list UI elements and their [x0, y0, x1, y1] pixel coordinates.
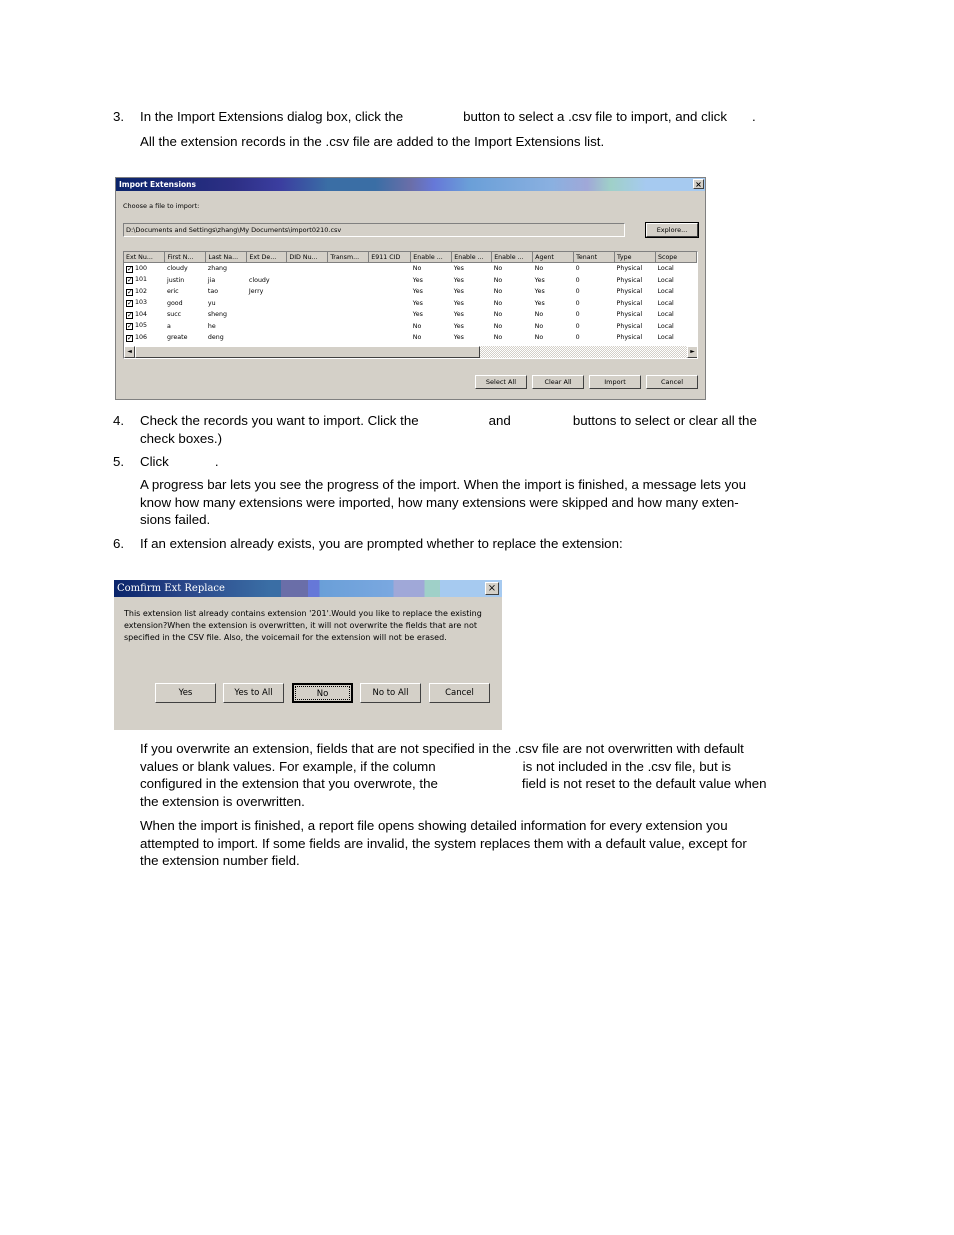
cell-value: Local: [657, 288, 674, 296]
table-cell: [369, 286, 411, 298]
yes-button[interactable]: Yes: [155, 683, 216, 703]
cell-value: 0: [575, 334, 580, 342]
table-cell: [615, 309, 656, 321]
cell-value: Local: [657, 299, 674, 307]
cell-value: 104: [135, 310, 148, 318]
overwrite-line-2: [140, 758, 800, 776]
table-cell: [492, 332, 533, 344]
table-cell: [533, 321, 574, 333]
table-header-row: [124, 252, 697, 263]
extensions-list[interactable]: [123, 251, 698, 359]
cell-value: No: [493, 334, 503, 342]
cell-value: Local: [657, 276, 674, 284]
select-all-button[interactable]: Select All: [475, 375, 527, 389]
table-cell: [247, 263, 287, 275]
table-cell: [492, 309, 533, 321]
cell-value: No: [493, 288, 503, 296]
table-cell: [369, 309, 411, 321]
table-row[interactable]: [124, 263, 697, 275]
table-cell: [574, 275, 615, 287]
overwrite-line-3: [140, 775, 800, 793]
table-row[interactable]: [124, 332, 697, 344]
cell-value: Yes: [412, 299, 423, 307]
step-4-text-b: and: [488, 413, 511, 428]
row-checkbox[interactable]: ✓: [127, 264, 133, 273]
table-cell: [452, 332, 492, 344]
cell-value: 101: [135, 276, 148, 284]
confirm-cancel-button[interactable]: Cancel: [429, 683, 490, 703]
cell-value: 106: [135, 333, 148, 341]
table-cell: [615, 321, 656, 333]
cell-value: Physical: [616, 276, 643, 284]
table-cell: [411, 321, 452, 333]
table-cell: [615, 286, 656, 298]
table-cell: [328, 286, 369, 298]
cell-value: he: [207, 322, 216, 330]
cell-value: jia: [207, 276, 216, 284]
cell-value: tao: [207, 288, 219, 296]
cell-value: No: [412, 322, 422, 330]
step-5-paragraph: [140, 476, 800, 529]
cell-value: Yes: [534, 288, 545, 296]
row-checkbox[interactable]: ✓: [127, 276, 133, 285]
extensions-table: [124, 252, 697, 344]
table-cell: [655, 309, 696, 321]
table-cell: [492, 286, 533, 298]
scroll-left-icon[interactable]: ◄: [124, 346, 135, 358]
step-5-line-2: know how many extensions were imported, how many extensions were skipped and how many exten-: [140, 494, 739, 510]
cell-value: Yes: [453, 276, 464, 284]
step-6-text: If an extension already exists, you are prompted whether to replace the extension:: [140, 536, 623, 551]
table-cell: [369, 263, 411, 275]
table-cell: [533, 263, 574, 275]
table-row[interactable]: [124, 275, 697, 287]
table-cell: [124, 332, 165, 344]
table-cell: [452, 286, 492, 298]
cell-value: cloudy: [248, 276, 270, 284]
cell-value: No: [412, 334, 422, 342]
table-cell: [124, 309, 165, 321]
cell-value: 0: [575, 311, 580, 319]
table-cell: [165, 332, 206, 344]
step-3-text-c: .: [751, 109, 756, 124]
table-cell: [615, 263, 656, 275]
table-cell: [574, 286, 615, 298]
cell-value: sheng: [207, 311, 228, 319]
overwrite-line-1: If you overwrite an extension, fields that are not specified in the .csv file are not overwritten with default: [140, 741, 744, 756]
cell-value: Yes: [412, 311, 423, 319]
step-4-text-d: check boxes.): [140, 431, 223, 446]
cell-value: No: [534, 322, 544, 330]
cancel-button[interactable]: Cancel: [646, 375, 698, 389]
step-3-text-b: button to select a .csv file to import, and click: [463, 109, 727, 124]
confirm-dialog-close-icon[interactable]: ×: [485, 582, 499, 595]
column-header[interactable]: Enable ...: [452, 252, 492, 263]
table-cell: [247, 321, 287, 333]
table-cell: [655, 275, 696, 287]
table-cell: [615, 298, 656, 310]
table-cell: [247, 275, 287, 287]
no-button[interactable]: No: [292, 683, 353, 703]
import-extensions-dialog: [115, 177, 706, 400]
cell-value: justin: [166, 276, 185, 284]
table-cell: [533, 309, 574, 321]
step-number-6: 6.: [113, 536, 125, 551]
no-to-all-button[interactable]: No to All: [360, 683, 421, 703]
step-5-line-1: A progress bar lets you see the progress of the import. When the import is finished, a message lets you: [140, 477, 747, 492]
confirm-dialog-title: Comfirm Ext Replace: [117, 583, 225, 594]
confirm-dialog-message: This extension list already contains extension '201'.Would you like to replace the existing extension?When the extension is overwritten, it will not overwrite the fields that are not specified in the CSV file. Also, the voicemail for the extension will not be erased.: [124, 609, 482, 642]
cell-value: Physical: [616, 334, 643, 342]
column-header[interactable]: Last Na...: [206, 252, 247, 263]
cell-value: No: [534, 311, 544, 319]
step-5-text-a: Click: [140, 454, 169, 469]
choose-file-label: Choose a file to import:: [123, 202, 200, 210]
cell-value: Yes: [412, 276, 423, 284]
table-cell: [165, 275, 206, 287]
cell-value: Local: [657, 322, 674, 330]
cell-value: Yes: [453, 322, 464, 330]
cell-value: Physical: [616, 288, 643, 296]
step-number-4: 4.: [113, 413, 125, 428]
table-cell: [165, 321, 206, 333]
column-header[interactable]: Ext Nu...: [124, 252, 165, 263]
import-dialog-close-icon[interactable]: ×: [693, 179, 704, 189]
cell-value: greate: [166, 334, 188, 342]
cell-value: good: [166, 299, 183, 307]
horizontal-scrollbar[interactable]: [124, 346, 698, 358]
cell-value: No: [493, 311, 503, 319]
table-cell: [369, 275, 411, 287]
table-cell: [247, 286, 287, 298]
cell-value: 0: [575, 299, 580, 307]
table-cell: [328, 321, 369, 333]
column-header[interactable]: Scope: [655, 252, 696, 263]
import-dialog-title: Import Extensions: [119, 180, 196, 189]
overwrite-paragraph: [140, 740, 800, 810]
column-header[interactable]: DID Nu...: [287, 252, 328, 263]
table-cell: [411, 309, 452, 321]
table-cell: [411, 332, 452, 344]
table-row[interactable]: [124, 298, 697, 310]
table-cell: [574, 263, 615, 275]
column-header[interactable]: Enable ...: [492, 252, 533, 263]
table-cell: [287, 298, 328, 310]
step-5-text-b: .: [214, 454, 219, 469]
report-line-2: attempted to import. If some fields are invalid, the system replaces them with a default value, except for: [140, 835, 747, 851]
column-header[interactable]: Transm...: [328, 252, 369, 263]
table-cell: [206, 263, 247, 275]
table-row[interactable]: [124, 309, 697, 321]
cell-value: succ: [166, 311, 182, 319]
table-cell: [533, 286, 574, 298]
yes-to-all-button[interactable]: Yes to All: [223, 683, 284, 703]
table-cell: [452, 275, 492, 287]
cell-value: 0: [575, 288, 580, 296]
report-line-3: the extension number field.: [140, 853, 300, 868]
table-cell: [574, 309, 615, 321]
table-cell: [655, 298, 696, 310]
step-3-text-a: In the Import Extensions dialog box, click the: [140, 109, 404, 124]
table-cell: [124, 263, 165, 275]
import-dialog-titlebar: [116, 178, 705, 191]
table-cell: [533, 298, 574, 310]
cell-value: Jerry: [248, 288, 264, 296]
table-row[interactable]: [124, 321, 697, 333]
table-cell: [411, 275, 452, 287]
cell-value: a: [166, 322, 171, 330]
table-cell: [655, 332, 696, 344]
cell-value: Local: [657, 265, 674, 273]
cell-value: Physical: [616, 322, 643, 330]
cell-value: Physical: [616, 265, 643, 273]
overwrite-line-3a: configured in the extension that you overwrote, the: [140, 776, 438, 791]
cell-value: cloudy: [166, 265, 188, 273]
step-number-5: 5.: [113, 454, 125, 469]
scroll-right-icon[interactable]: ►: [687, 346, 698, 358]
table-cell: [369, 332, 411, 344]
table-cell: [206, 309, 247, 321]
column-header[interactable]: Agent: [533, 252, 574, 263]
file-path-field[interactable]: D:\Documents and Settings\zhang\My Documents\import0210.csv: [123, 223, 625, 237]
import-button[interactable]: Import: [589, 375, 641, 389]
row-checkbox[interactable]: ✓: [127, 333, 133, 342]
table-cell: [615, 332, 656, 344]
cell-value: Yes: [453, 288, 464, 296]
step-3-text: [140, 108, 800, 126]
cell-value: No: [493, 322, 503, 330]
table-cell: [452, 309, 492, 321]
cell-value: 102: [135, 287, 148, 295]
cell-value: No: [412, 265, 422, 273]
cell-value: 0: [575, 265, 580, 273]
overwrite-line-3b: field is not reset to the default value when: [521, 776, 767, 791]
table-cell: [411, 286, 452, 298]
cell-value: No: [493, 276, 503, 284]
cell-value: Yes: [453, 334, 464, 342]
overwrite-line-4: the extension is overwritten.: [140, 793, 305, 809]
table-cell: [165, 309, 206, 321]
cell-value: 100: [135, 264, 148, 272]
report-paragraph: [140, 817, 800, 870]
table-cell: [655, 286, 696, 298]
table-cell: [492, 263, 533, 275]
table-cell: [247, 298, 287, 310]
table-cell: [247, 309, 287, 321]
table-cell: [492, 321, 533, 333]
cell-value: No: [493, 265, 503, 273]
table-cell: [411, 298, 452, 310]
table-cell: [206, 321, 247, 333]
table-cell: [328, 332, 369, 344]
step-4-text-a: Check the records you want to import. Click the: [140, 413, 419, 428]
row-checkbox[interactable]: ✓: [127, 299, 133, 308]
cell-value: Physical: [616, 299, 643, 307]
table-cell: [328, 275, 369, 287]
cell-value: yu: [207, 299, 216, 307]
table-row[interactable]: [124, 286, 697, 298]
cell-value: Local: [657, 334, 674, 342]
cell-value: Yes: [453, 299, 464, 307]
cell-value: eric: [166, 288, 179, 296]
confirm-dialog-titlebar: [114, 580, 502, 597]
column-header[interactable]: E911 CID: [369, 252, 411, 263]
table-cell: [206, 298, 247, 310]
table-cell: [492, 298, 533, 310]
overwrite-line-2b: is not included in the .csv file, but is: [522, 758, 732, 774]
cell-value: 0: [575, 322, 580, 330]
table-cell: [287, 332, 328, 344]
report-line-1: When the import is finished, a report file opens showing detailed information for every extension you: [140, 818, 728, 833]
cell-value: Yes: [412, 288, 423, 296]
row-checkbox[interactable]: ✓: [127, 287, 133, 296]
table-cell: [124, 275, 165, 287]
table-cell: [206, 332, 247, 344]
table-cell: [533, 275, 574, 287]
step-5-line-3: sions failed.: [140, 512, 211, 527]
step-5-text: [140, 453, 219, 471]
table-cell: [287, 309, 328, 321]
table-cell: [452, 263, 492, 275]
cell-value: 103: [135, 299, 148, 307]
table-cell: [574, 298, 615, 310]
cell-value: Yes: [534, 276, 545, 284]
table-cell: [574, 321, 615, 333]
table-cell: [165, 263, 206, 275]
table-cell: [287, 286, 328, 298]
cell-value: deng: [207, 334, 224, 342]
table-cell: [165, 286, 206, 298]
cell-value: Yes: [453, 265, 464, 273]
table-cell: [574, 332, 615, 344]
step-number-3: 3.: [113, 109, 125, 124]
clear-all-button[interactable]: Clear All: [532, 375, 584, 389]
table-cell: [492, 275, 533, 287]
overwrite-line-2a: values or blank values. For example, if the column: [140, 758, 436, 774]
confirm-ext-replace-dialog: [114, 580, 502, 730]
table-cell: [328, 263, 369, 275]
cell-value: No: [534, 265, 544, 273]
cell-value: No: [534, 334, 544, 342]
table-cell: [124, 298, 165, 310]
row-checkbox[interactable]: ✓: [127, 322, 133, 331]
cell-value: Local: [657, 311, 674, 319]
step-3-note: All the extension records in the .csv file are added to the Import Extensions list.: [140, 134, 605, 149]
column-header[interactable]: First N...: [165, 252, 206, 263]
step-4-text-c: buttons to select or clear all the: [572, 413, 757, 428]
cell-value: 0: [575, 276, 580, 284]
cell-value: No: [493, 299, 503, 307]
column-header[interactable]: Tenant: [574, 252, 615, 263]
table-cell: [452, 321, 492, 333]
explore-button[interactable]: Explore...: [646, 223, 698, 237]
table-cell: [328, 309, 369, 321]
table-cell: [452, 298, 492, 310]
table-cell: [533, 332, 574, 344]
cell-value: Yes: [453, 311, 464, 319]
table-cell: [369, 321, 411, 333]
table-cell: [655, 263, 696, 275]
table-cell: [165, 298, 206, 310]
table-cell: [328, 298, 369, 310]
table-cell: [124, 286, 165, 298]
cell-value: Yes: [534, 299, 545, 307]
table-cell: [206, 275, 247, 287]
table-cell: [124, 321, 165, 333]
table-cell: [411, 263, 452, 275]
table-cell: [206, 286, 247, 298]
column-header[interactable]: Ext De...: [247, 252, 287, 263]
table-cell: [247, 332, 287, 344]
scrollbar-thumb[interactable]: [135, 346, 480, 358]
step-4-text: [140, 412, 800, 430]
cell-value: 105: [135, 322, 148, 330]
table-cell: [615, 275, 656, 287]
table-cell: [287, 275, 328, 287]
table-cell: [369, 298, 411, 310]
column-header[interactable]: Enable ...: [411, 252, 452, 263]
table-cell: [287, 263, 328, 275]
column-header[interactable]: Type: [615, 252, 656, 263]
cell-value: zhang: [207, 265, 228, 273]
table-cell: [287, 321, 328, 333]
row-checkbox[interactable]: ✓: [127, 310, 133, 319]
cell-value: Physical: [616, 311, 643, 319]
table-cell: [655, 321, 696, 333]
